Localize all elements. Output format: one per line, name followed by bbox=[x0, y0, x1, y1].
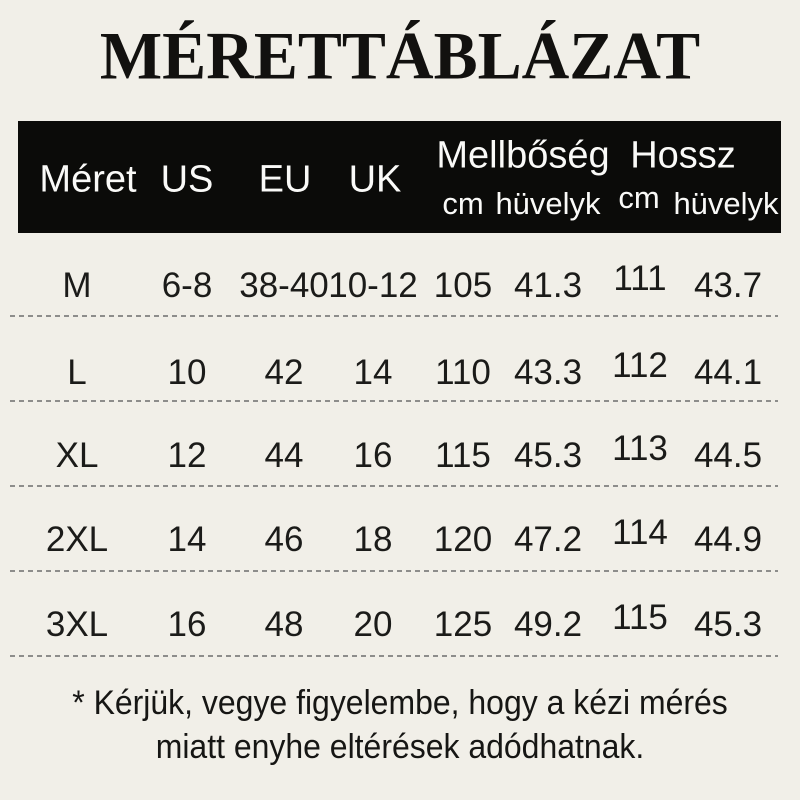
header-length-inch: hüvelyk bbox=[673, 186, 779, 221]
header-size: Méret bbox=[39, 158, 137, 201]
cell-eu: 42 bbox=[264, 353, 304, 392]
disclaimer-note bbox=[24, 681, 776, 769]
cell-bust-inch: 45.3 bbox=[513, 436, 583, 475]
row-divider bbox=[10, 485, 778, 487]
row-divider bbox=[10, 400, 778, 402]
cell-length-cm: 114 bbox=[612, 513, 668, 552]
cell-length-cm: 112 bbox=[612, 346, 668, 385]
cell-length-inch: 44.5 bbox=[693, 436, 763, 475]
cell-us: 6-8 bbox=[161, 266, 213, 305]
cell-eu: 48 bbox=[264, 605, 304, 644]
cell-length-cm: 113 bbox=[612, 429, 668, 468]
cell-eu: 46 bbox=[264, 520, 304, 559]
cell-length-inch: 44.9 bbox=[693, 520, 763, 559]
header-bust-cm: cm bbox=[442, 186, 484, 221]
size-chart-title: MÉRETTÁBLÁZAT bbox=[99, 18, 701, 95]
cell-bust-cm: 105 bbox=[433, 266, 493, 305]
cell-bust-inch: 41.3 bbox=[513, 266, 583, 305]
header-bust-inch: hüvelyk bbox=[495, 186, 601, 221]
header-length-group: Hossz bbox=[630, 134, 736, 177]
cell-us: 16 bbox=[167, 605, 207, 644]
cell-size: M bbox=[62, 266, 92, 305]
row-divider bbox=[10, 570, 778, 572]
cell-uk: 18 bbox=[353, 520, 393, 559]
header-bust-group: Mellbőség bbox=[436, 134, 610, 177]
cell-bust-cm: 110 bbox=[435, 353, 491, 392]
cell-length-inch: 44.1 bbox=[693, 353, 763, 392]
cell-length-inch: 43.7 bbox=[693, 266, 763, 305]
disclaimer-line: * Kérjük, vegye figyelembe, hogy a kézi mérés bbox=[72, 684, 728, 722]
cell-bust-inch: 49.2 bbox=[513, 605, 583, 644]
cell-uk: 10-12 bbox=[328, 266, 418, 305]
cell-size: 2XL bbox=[45, 520, 109, 559]
cell-us: 14 bbox=[167, 520, 207, 559]
cell-eu: 44 bbox=[264, 436, 304, 475]
cell-bust-cm: 115 bbox=[435, 436, 491, 475]
cell-uk: 20 bbox=[353, 605, 393, 644]
cell-eu: 38-40 bbox=[239, 266, 329, 305]
cell-uk: 16 bbox=[353, 436, 393, 475]
cell-length-inch: 45.3 bbox=[693, 605, 763, 644]
cell-size: L bbox=[67, 353, 87, 392]
cell-us: 12 bbox=[167, 436, 207, 475]
row-divider bbox=[10, 315, 778, 317]
cell-bust-cm: 120 bbox=[433, 520, 493, 559]
cell-bust-inch: 47.2 bbox=[513, 520, 583, 559]
cell-us: 10 bbox=[167, 353, 207, 392]
table-header bbox=[18, 121, 781, 233]
disclaimer-line: miatt enyhe eltérések adódhatnak. bbox=[155, 728, 645, 766]
header-eu: EU bbox=[258, 158, 312, 201]
cell-uk: 14 bbox=[353, 353, 393, 392]
cell-bust-cm: 125 bbox=[433, 605, 493, 644]
header-uk: UK bbox=[348, 158, 402, 201]
cell-length-cm: 111 bbox=[613, 259, 667, 298]
cell-size: 3XL bbox=[45, 605, 109, 644]
cell-length-cm: 115 bbox=[612, 598, 668, 637]
row-divider bbox=[10, 655, 778, 657]
cell-size: XL bbox=[55, 436, 99, 475]
header-length-cm: cm bbox=[618, 180, 660, 215]
header-us: US bbox=[160, 158, 214, 201]
cell-bust-inch: 43.3 bbox=[513, 353, 583, 392]
